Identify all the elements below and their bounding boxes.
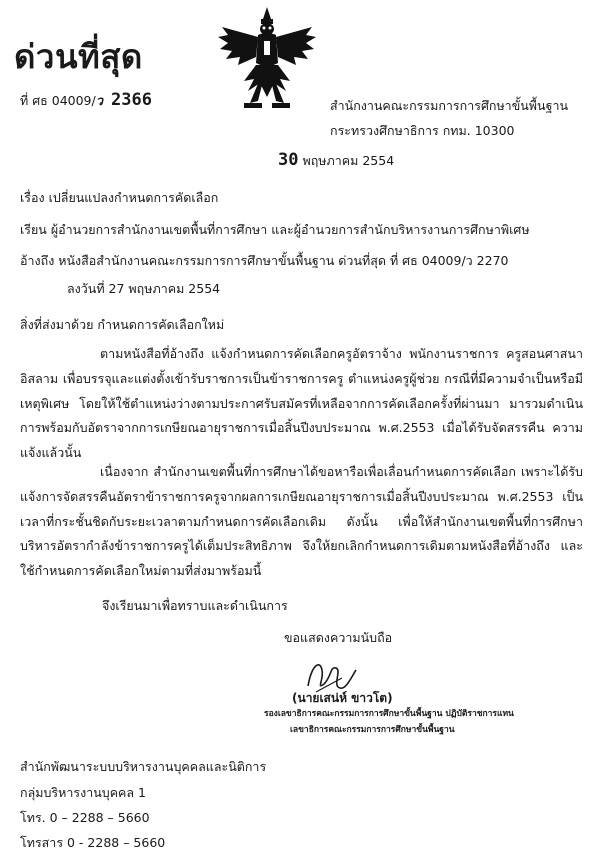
footer-fax: โทรสาร 0 - 2288 – 5660 [20,835,166,850]
date-month-year: พฤษภาคม 2554 [298,153,395,168]
document-date [278,150,394,171]
reference-line: อ้างถึง หนังสือสำนักงานคณะกรรมการการศึกษาขั้นพื้นฐาน ด่วนที่สุด ที่ ศธ 04009/ว 2270 [20,253,509,268]
body-paragraph-1: ตามหนังสือที่อ้างถึง แจ้งกำหนดการคัดเลือกครูอัตราจ้าง พนักงานราชการ ครูสอนศาสนาอิสลาม เพื่อบรรจุและแต่งตั้งเข้ารับราชการเป็นข้าราชการครู ตำแหน่งครูผู้ช่วย กรณีที่มีความจำเป็นหรือมีเหตุพิเศษ โดยให้ใช้ตำแหน่งว่างตามประกาศรับสมัครที่เหลือจากการคัดเลือกครั้งที่ผ่านมา มารวมดำเนินการพร้อมกับอัตราจากการเกษียณอายุราชการเมื่อสิ้นปีงบประมาณ พ.ศ.2553 เมื่อได้รับจัดสรรคืน ความแจ้งแล้วนั้น [20,346,583,461]
signatory-position-line-1: รองเลขาธิการคณะกรรมการการศึกษาขั้นพื้นฐาน ปฏิบัติราชการแทน [264,709,514,719]
closing-salutation: ขอแสดงความนับถือ [284,630,393,645]
document-number-prefix: ที่ ศธ 04009/ [20,93,96,108]
subject-line: เรื่อง เปลี่ยนแปลงกำหนดการคัดเลือก [20,190,219,205]
body-paragraph-2: เนื่องจาก สำนักงานเขตพื้นที่การศึกษาได้ขอหารือเพื่อเลื่อนกำหนดการคัดเลือก เพราะได้รับแจ้งการจัดสรรคืนอัตราข้าราชการครูจากผลการเกษียณอายุราชการเมื่อสิ้นปีงบประมาณ พ.ศ.2553 เป็นเวลาที่กระชั้นชิดกับระยะเวลาตามกำหนดการคัดเลือกเดิม ดังนั้น เพื่อให้สำนักงานเขตพื้นที่การศึกษาบริหารอัตรากำลังข้าราชการครูได้เต็มประสิทธิภาพ จึงให้ยกเลิกกำหนดการเดิมตามหนังสือที่อ้างถึง และใช้กำหนดการคัดเลือกใหม่ตามที่ส่งมาพร้อมนี้ [20,464,583,579]
document-number-value: 2366 [111,90,152,110]
signatory-position-line-2: เลขาธิการคณะกรรมการการศึกษาขั้นพื้นฐาน [290,725,455,735]
document-number-handwritten: ว [95,94,104,109]
signatory-name: (นายเสน่ห์ ขาวโต) [292,691,393,705]
recipient-line: เรียน ผู้อำนวยการสำนักงานเขตพื้นที่การศึกษา และผู้อำนวยการสำนักบริหารงานการศึกษาพิเศษ [20,222,530,237]
closing-statement: จึงเรียนมาเพื่อทราบและดำเนินการ [102,598,288,613]
agency-address: กระทรวงศึกษาธิการ กทม. 10300 [330,123,515,138]
document-number [20,90,152,111]
agency-name: สำนักงานคณะกรรมการการศึกษาขั้นพื้นฐาน [330,98,569,113]
enclosure-line: สิ่งที่ส่งมาด้วย กำหนดการคัดเลือกใหม่ [20,317,225,332]
reference-date-line: ลงวันที่ 27 พฤษภาคม 2554 [67,281,221,296]
footer-group: กลุ่มบริหารงานบุคคล 1 [20,785,147,800]
date-day: 30 [278,150,299,170]
urgency-stamp: ด่วนที่สุด [14,37,143,76]
footer-phone: โทร. 0 – 2288 – 5660 [20,810,150,825]
footer-office: สำนักพัฒนาระบบบริหารงานบุคคลและนิติการ [20,759,267,774]
garuda-emblem-icon [214,5,320,115]
